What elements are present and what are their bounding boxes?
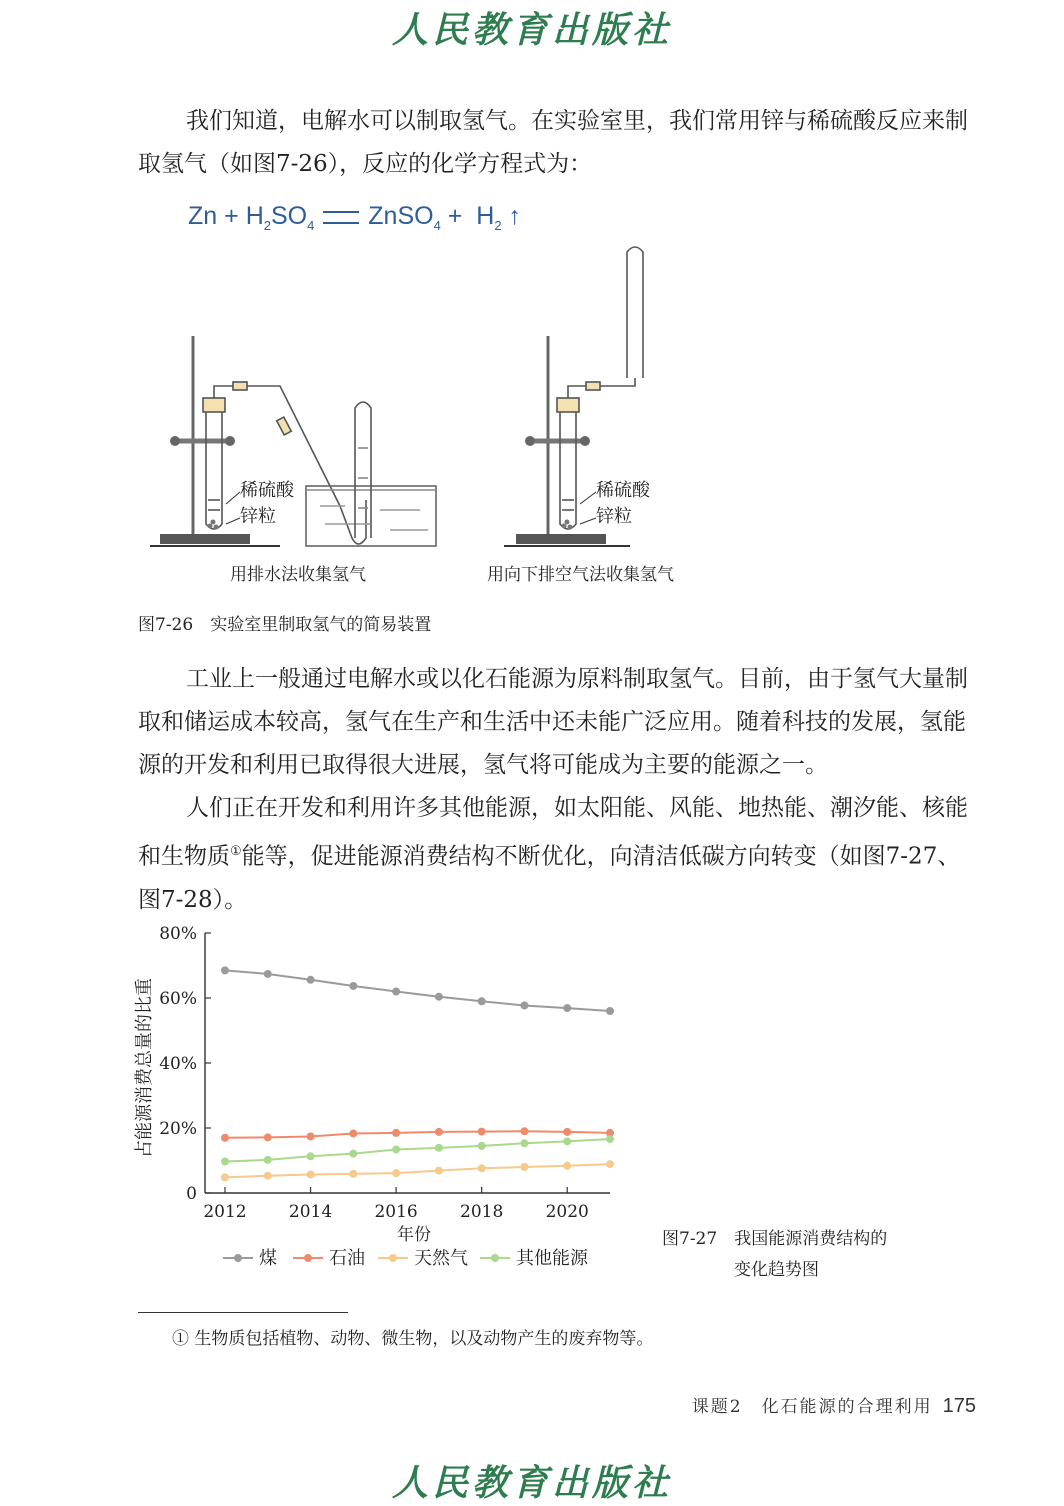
data-point: [264, 1172, 272, 1180]
data-point: [606, 1007, 614, 1015]
data-point: [478, 1142, 486, 1150]
x-tick-label: 2016: [374, 1202, 418, 1222]
legend-swatch-marker: [491, 1254, 499, 1262]
lesson-title: 课题2 化石能源的合理利用: [691, 1397, 933, 1417]
eq-h2so4: $H_2SO_4$: [245, 202, 315, 233]
data-point: [520, 1001, 528, 1009]
y-tick-label: 20%: [159, 1119, 197, 1139]
legend-label: 其他能源: [516, 1248, 588, 1269]
data-point: [307, 1170, 315, 1178]
y-tick-label: 60%: [159, 989, 197, 1009]
data-point: [264, 1156, 272, 1164]
data-point: [307, 1152, 315, 1160]
chart-x-axis-label: 年份: [397, 1225, 431, 1245]
paragraph-other-energy: 人们正在开发和利用许多其他能源，如太阳能、风能、地热能、潮汐能、核能和生物质①能等，促进能源消费结构不断优化，向清洁低碳方向转变（如图7-27、图7-28）。: [138, 795, 968, 913]
data-point: [435, 1144, 443, 1152]
data-point: [349, 1150, 357, 1158]
data-point: [392, 988, 400, 996]
y-tick-label: 80%: [159, 924, 197, 944]
data-point: [264, 1133, 272, 1141]
label-acid-left: 稀硫酸: [240, 480, 294, 501]
page-footer: [692, 1392, 976, 1418]
data-point: [307, 1132, 315, 1140]
data-point: [221, 1134, 229, 1142]
footnote-marker: ①: [230, 844, 242, 859]
gas-arrow-icon: ↑: [508, 202, 522, 230]
data-point: [435, 1167, 443, 1175]
data-point: [563, 1004, 571, 1012]
data-point: [563, 1162, 571, 1170]
y-tick-label: 0: [186, 1184, 197, 1204]
chemical-equation: [188, 202, 521, 233]
publisher-logo-bottom: 人民教育出版社: [391, 1462, 672, 1504]
figure-7-26-subcaption-right: 用向下排空气法收集氢气: [487, 565, 674, 585]
x-tick-label: 2020: [545, 1202, 589, 1222]
legend-swatch-marker: [389, 1254, 397, 1262]
data-point: [392, 1169, 400, 1177]
data-point: [606, 1160, 614, 1168]
legend-label: 天然气: [414, 1248, 468, 1269]
figure-7-26-caption: 图7-26 实验室里制取氢气的简易装置: [138, 615, 432, 635]
series-line-1: [225, 1131, 610, 1138]
data-point: [392, 1145, 400, 1153]
eq-znso4: ZnSO$_4$: [368, 202, 441, 233]
page-number: 175: [942, 1395, 976, 1417]
legend-swatch-marker: [234, 1254, 242, 1262]
data-point: [392, 1129, 400, 1137]
paragraph-intro: 我们知道，电解水可以制取氢气。在实验室里，我们常用锌与稀硫酸反应来制取氢气（如图7-26），反应的化学方程式为：: [138, 108, 968, 177]
right-apparatus: [504, 247, 643, 546]
data-point: [349, 1130, 357, 1138]
eq-plus-1: +: [224, 202, 239, 230]
paragraph-industry: 工业上一般通过电解水或以化石能源为原料制取氢气。目前，由于氢气大量制取和储运成本较高，氢气在生产和生活中还未能广泛应用。随着科技的发展，氢能源的开发和利用已取得很大进展，氢气将可能成为主要的能源之一。: [138, 666, 968, 778]
figure-7-27-caption-line2: 变化趋势图: [734, 1260, 819, 1280]
data-point: [606, 1135, 614, 1143]
data-point: [435, 1128, 443, 1136]
data-point: [264, 970, 272, 978]
figure-7-27-caption-line1: 图7-27 我国能源消费结构的: [662, 1229, 888, 1249]
data-point: [520, 1139, 528, 1147]
data-point: [563, 1137, 571, 1145]
eq-equals-sign: [323, 211, 359, 224]
data-point: [221, 1173, 229, 1181]
eq-zinc: Zn: [188, 202, 218, 230]
eq-plus-2: +: [447, 202, 463, 230]
x-tick-label: 2018: [460, 1202, 504, 1222]
series-line-3: [225, 1139, 610, 1161]
footnote-divider: [138, 1312, 348, 1313]
chart-y-axis-label: 占能源消费总量的比重: [134, 978, 155, 1158]
data-point: [435, 993, 443, 1001]
eq-h2: $H_2$: [476, 202, 502, 233]
legend-label: 煤: [259, 1248, 277, 1269]
data-point: [563, 1128, 571, 1136]
data-point: [478, 1164, 486, 1172]
x-tick-label: 2012: [203, 1202, 247, 1222]
legend-label: 石油: [329, 1248, 365, 1269]
data-point: [520, 1127, 528, 1135]
label-acid-right: 稀硫酸: [596, 480, 650, 501]
footnote-text: ① 生物质包括植物、动物、微生物，以及动物产生的废弃物等。: [172, 1329, 654, 1349]
label-zinc-right: 锌粒: [596, 506, 632, 527]
data-point: [520, 1163, 528, 1171]
data-point: [221, 966, 229, 974]
series-line-0: [225, 970, 610, 1011]
publisher-logo-top: 人民教育出版社: [391, 9, 672, 51]
legend-swatch-marker: [304, 1254, 312, 1262]
data-point: [349, 1170, 357, 1178]
data-point: [478, 1128, 486, 1136]
figure-7-26-subcaption-left: 用排水法收集氢气: [230, 565, 366, 585]
label-zinc-left: 锌粒: [240, 506, 276, 527]
figure-7-26-apparatus: [130, 238, 730, 558]
left-apparatus: [150, 336, 436, 546]
figure-7-27-line-chart: [128, 918, 628, 1288]
y-tick-label: 40%: [159, 1054, 197, 1074]
data-point: [478, 997, 486, 1005]
series-line-2: [225, 1164, 610, 1177]
data-point: [307, 976, 315, 984]
data-point: [349, 982, 357, 990]
data-point: [221, 1157, 229, 1165]
x-tick-label: 2014: [288, 1202, 333, 1222]
